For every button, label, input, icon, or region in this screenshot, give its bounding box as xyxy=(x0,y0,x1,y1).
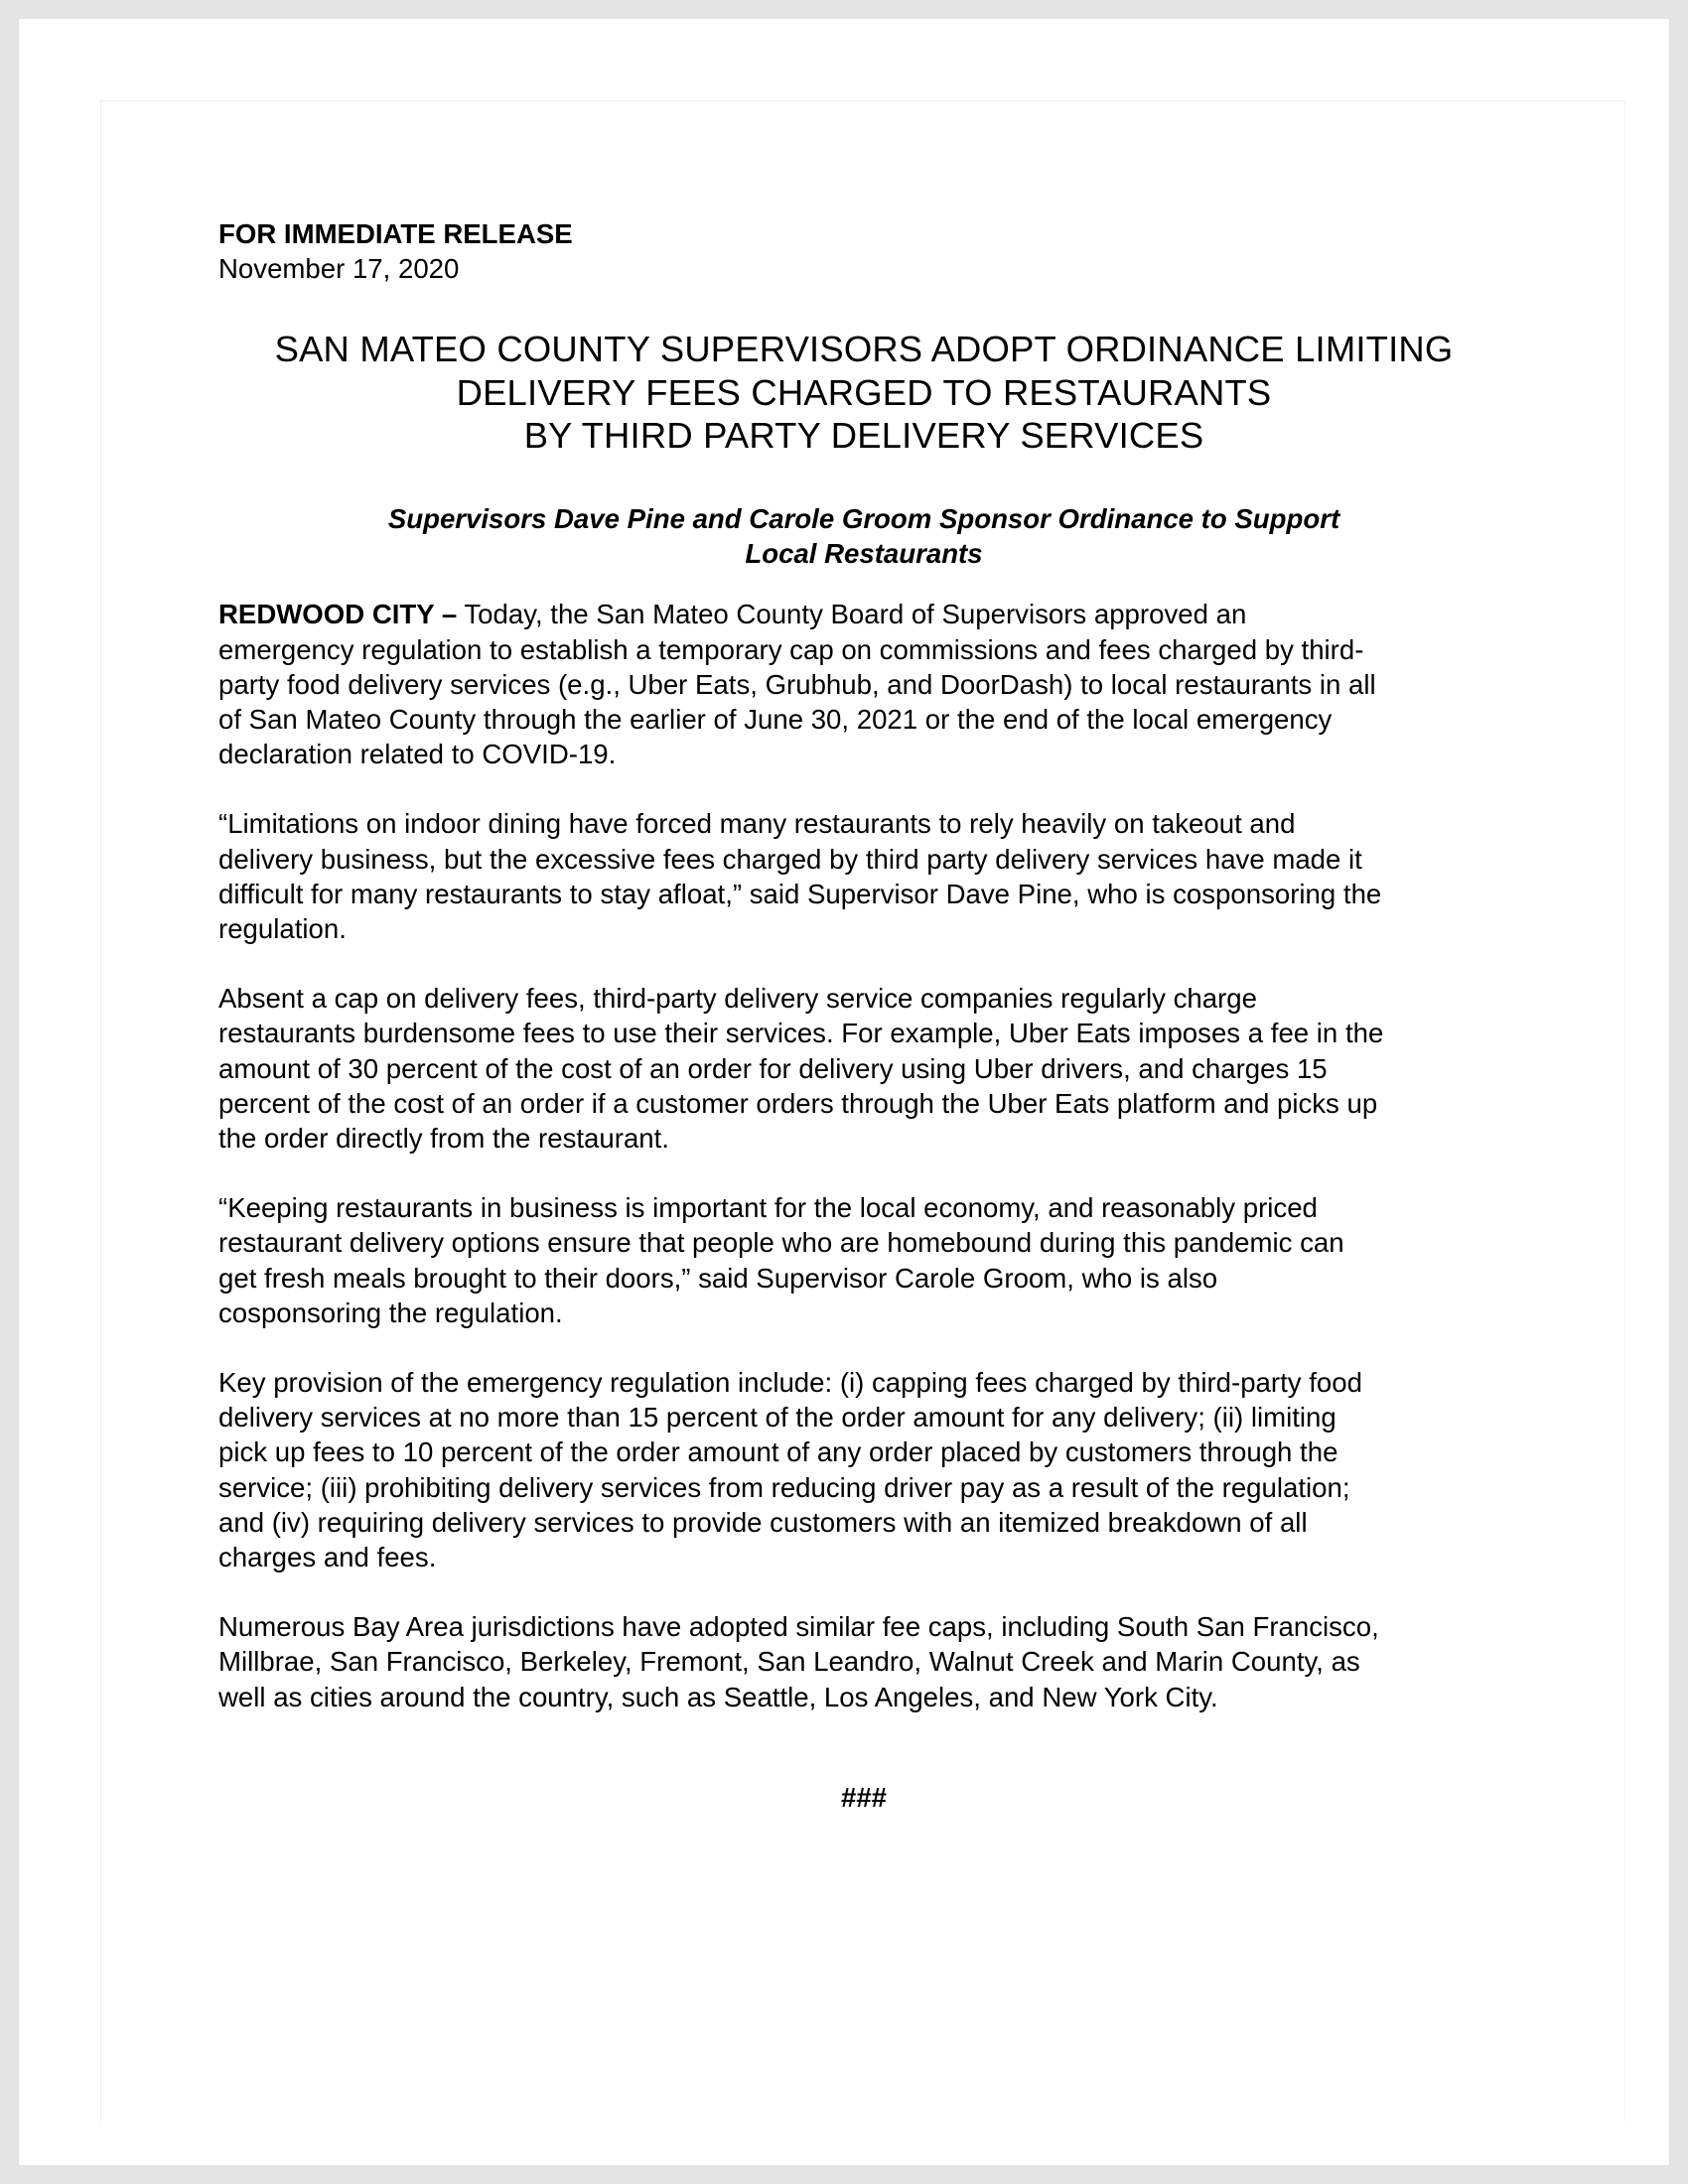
paragraph-line: percent of the cost of an order if a customer orders through the Uber Eats platform and picks up xyxy=(218,1087,1378,1119)
press-release-content xyxy=(218,216,1509,1815)
paragraph-line: restaurants burdensome fees to use their services. For example, Uber Eats imposes a fee in the xyxy=(218,1018,1384,1049)
paragraph-line: difficult for many restaurants to stay afloat,” said Supervisor Dave Pine, who is cosponsoring the xyxy=(218,878,1382,909)
paragraph-line: charges and fees. xyxy=(218,1541,437,1572)
paragraph-line: get fresh meals brought to their doors,” said Supervisor Carole Groom, who is also xyxy=(218,1262,1218,1294)
subheadline xyxy=(218,501,1509,571)
paragraph-line: service; (iii) prohibiting delivery services from reducing driver pay as a result of the regulation; xyxy=(218,1471,1350,1503)
paragraph-line: regulation. xyxy=(218,912,347,944)
headline xyxy=(218,328,1509,458)
dateline: REDWOOD CITY – xyxy=(218,599,458,630)
subheadline-line: Supervisors Dave Pine and Carole Groom Sponsor Ordinance to Support xyxy=(387,502,1340,534)
paragraph-line: the order directly from the restaurant. xyxy=(218,1122,669,1154)
body-paragraph-4 xyxy=(218,1190,1509,1330)
paragraph-line: Millbrae, San Francisco, Berkeley, Fremont, San Leandro, Walnut Creek and Marin County, as xyxy=(218,1646,1360,1678)
body-paragraph-1 xyxy=(218,597,1509,771)
paragraph-line xyxy=(218,597,1509,631)
paragraph-line: “Limitations on indoor dining have forced many restaurants to rely heavily on takeout and xyxy=(218,808,1296,840)
paragraph-line: Absent a cap on delivery fees, third-party delivery service companies regularly charge xyxy=(218,983,1258,1015)
paragraph-line: cosponsoring the regulation. xyxy=(218,1297,563,1328)
paragraph-line: well as cities around the country, such as Seattle, Los Angeles, and New York City. xyxy=(218,1681,1218,1712)
body-paragraph-6 xyxy=(218,1609,1509,1714)
paragraph-line-text: Today, the San Mateo County Board of Supervisors approved an xyxy=(457,599,1247,630)
release-date: November 17, 2020 xyxy=(218,253,460,285)
paragraph-line: and (iv) requiring delivery services to provide customers with an itemized breakdown of all xyxy=(218,1506,1308,1538)
paragraph-line: declaration related to COVID-19. xyxy=(218,739,617,770)
paragraph-line: delivery services at no more than 15 percent of the order amount for any delivery; (ii) limiting xyxy=(218,1402,1336,1433)
paragraph-line: party food delivery services (e.g., Uber Eats, Grubhub, and DoorDash) to local restaurants in all xyxy=(218,668,1376,700)
body-paragraph-2 xyxy=(218,806,1509,946)
subheadline-line: Local Restaurants xyxy=(745,538,983,570)
paragraph-line: pick up fees to 10 percent of the order amount of any order placed by customers through the xyxy=(218,1436,1338,1468)
paragraph-line: Numerous Bay Area jurisdictions have adopted similar fee caps, including South San Francisco, xyxy=(218,1611,1379,1643)
headline-line: BY THIRD PARTY DELIVERY SERVICES xyxy=(523,415,1204,457)
paragraph-line: restaurant delivery options ensure that people who are homebound during this pandemic can xyxy=(218,1227,1344,1259)
release-label: FOR IMMEDIATE RELEASE xyxy=(218,218,573,249)
body-paragraph-5 xyxy=(218,1365,1509,1574)
paragraph-line: “Keeping restaurants in business is important for the local economy, and reasonably priced xyxy=(218,1192,1318,1224)
paragraph-line: Key provision of the emergency regulation include: (i) capping fees charged by third-party food xyxy=(218,1366,1362,1398)
document-page xyxy=(19,19,1669,2165)
paragraph-line: delivery business, but the excessive fees charged by third party delivery services have made it xyxy=(218,843,1362,875)
headline-line: SAN MATEO COUNTY SUPERVISORS ADOPT ORDINANCE LIMITING xyxy=(274,329,1454,370)
body-paragraph-3 xyxy=(218,981,1509,1156)
paragraph-line: amount of 30 percent of the cost of an order for delivery using Uber drivers, and charges 15 xyxy=(218,1052,1328,1084)
headline-line: DELIVERY FEES CHARGED TO RESTAURANTS xyxy=(456,371,1272,413)
paragraph-line: of San Mateo County through the earlier of June 30, 2021 or the end of the local emergency xyxy=(218,703,1333,735)
end-mark: ### xyxy=(840,1781,888,1813)
paragraph-line: emergency regulation to establish a temporary cap on commissions and fees charged by third- xyxy=(218,633,1364,665)
